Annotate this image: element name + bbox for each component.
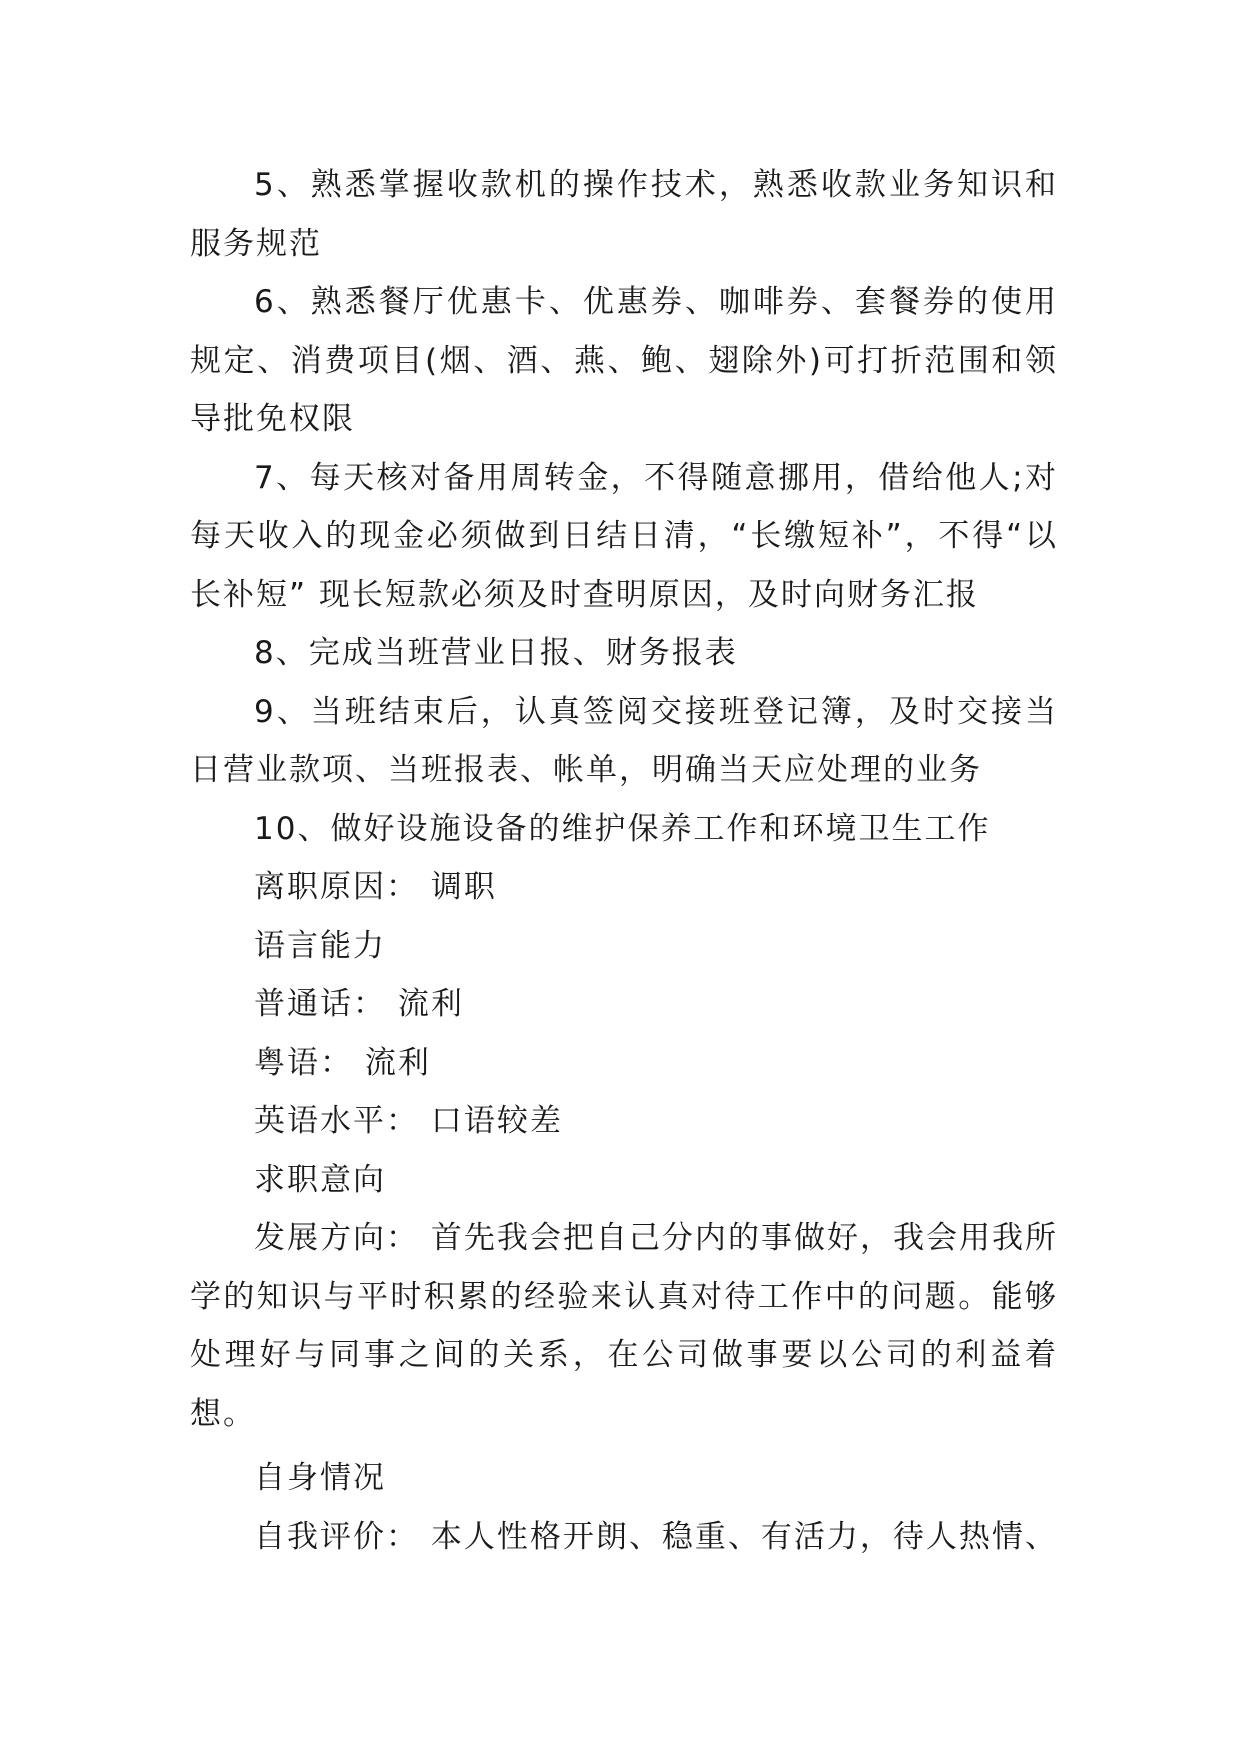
job-intention-heading: 求职意向 [254,1161,386,1198]
duty-item-6: 6、熟悉餐厅优惠卡、优惠券、咖啡券、套餐券的使用规定、消费项目(烟、酒、燕、鲍、翅除外)可打折范围和领导批免权限 [190,284,1058,437]
duty-item-10: 10、做好设施设备的维护保养工作和环境卫生工作 [254,810,991,847]
duty-item-9: 9、当班结束后，认真签阅交接班登记簿，及时交接当日营业款项、当班报表、帐单，明确当天应处理的业务 [190,693,1058,788]
language-heading: 语言能力 [254,927,386,964]
english-level: 英语水平： 口语较差 [254,1103,563,1139]
self-info-heading: 自身情况 [254,1460,386,1496]
cantonese-level: 粤语： 流利 [254,1044,431,1081]
duty-item-8: 8、完成当班营业日报、财务报表 [254,635,738,671]
self-evaluation: 自我评价： 本人性格开朗、稳重、有活力，待人热情、 [254,1518,1058,1555]
mandarin-level: 普通话： 流利 [254,986,464,1022]
duty-item-7: 7、每天核对备用周转金，不得随意挪用，借给他人;对每天收入的现金必须做到日结日清，“长缴短补”，不得“以长补短” 现长短款必须及时查明原因，及时向财务汇报 [190,459,1058,613]
document-body [190,156,1058,1566]
duty-item-5: 5、熟悉掌握收款机的操作技术，熟悉收款业务知识和服务规范 [190,167,1058,262]
leave-reason: 离职原因： 调职 [254,869,497,905]
career-direction: 发展方向： 首先我会把自己分内的事做好，我会用我所学的知识与平时积累的经验来认真对待工作中的问题。能够处理好与同事之间的关系，在公司做事要以公司的利益着想。 [190,1220,1058,1432]
